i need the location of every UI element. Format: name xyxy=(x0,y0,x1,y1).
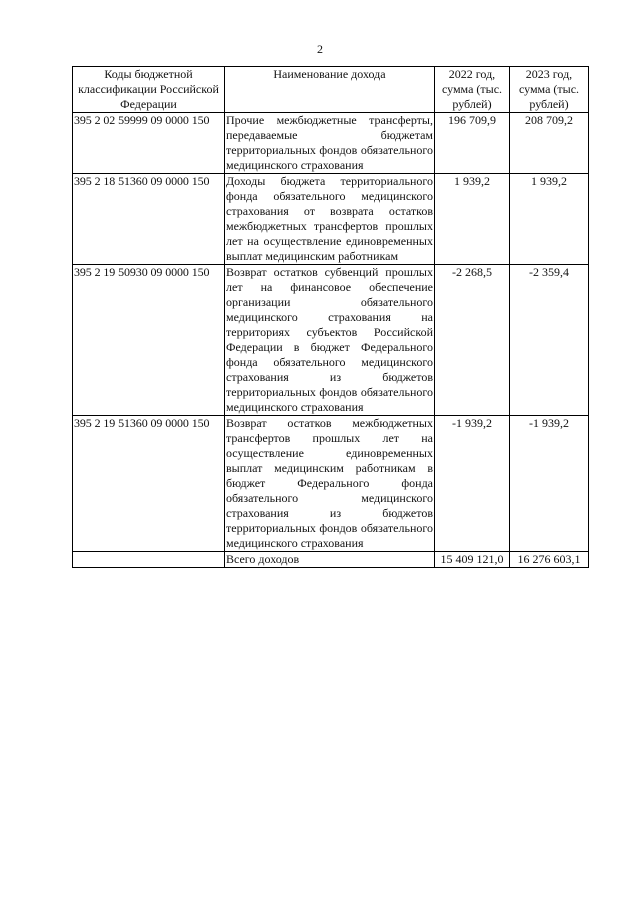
row-value-2022: 196 709,9 xyxy=(435,113,510,174)
row-value-2023: -1 939,2 xyxy=(510,416,589,552)
page-number: 2 xyxy=(317,42,323,56)
table-header-row xyxy=(73,67,589,113)
total-row xyxy=(73,552,589,568)
total-label: Всего доходов xyxy=(225,552,435,568)
row-value-2022: -2 268,5 xyxy=(435,265,510,416)
table-row xyxy=(73,174,589,265)
header-revenue-name: Наименование дохода xyxy=(225,67,435,113)
row-value-2022: -1 939,2 xyxy=(435,416,510,552)
row-value-2023: -2 359,4 xyxy=(510,265,589,416)
table-row xyxy=(73,113,589,174)
row-name: Прочие межбюджетные трансферты, передаваемые бюджетам территориальных фондов обязательного медицинского страхования xyxy=(226,113,433,172)
header-year-2022: 2022 год, сумма (тыс. рублей) xyxy=(435,67,510,113)
total-value-2023: 16 276 603,1 xyxy=(510,552,589,568)
row-code: 395 2 19 51360 09 0000 150 xyxy=(73,416,225,552)
row-code: 395 2 19 50930 09 0000 150 xyxy=(73,265,225,416)
table-row xyxy=(73,416,589,552)
table-row xyxy=(73,265,589,416)
row-name: Возврат остатков субвенций прошлых лет на финансовое обеспечение организации обязательного медицинского страхования на территориях субъектов Российской Федерации в бюджет Федерального фонда обязательного медицинского страхования из бюджетов территориальных фондов обязательного медицинского страхования xyxy=(226,265,433,414)
row-code: 395 2 02 59999 09 0000 150 xyxy=(73,113,225,174)
row-code: 395 2 18 51360 09 0000 150 xyxy=(73,174,225,265)
header-budget-code: Коды бюджетной классификации Российской Федерации xyxy=(73,67,225,113)
header-year-2023: 2023 год, сумма (тыс. рублей) xyxy=(510,67,589,113)
row-value-2022: 1 939,2 xyxy=(435,174,510,265)
row-name: Возврат остатков межбюджетных трансфертов прошлых лет на осуществление единовременных выплат медицинским работникам в бюджет Федерального фонда обязательного медицинского страхования из бюджетов территориальных фондов обязательного медицинского страхования xyxy=(226,416,433,550)
row-value-2023: 1 939,2 xyxy=(510,174,589,265)
revenue-table xyxy=(72,66,589,568)
row-value-2023: 208 709,2 xyxy=(510,113,589,174)
total-code xyxy=(73,552,225,568)
total-value-2022: 15 409 121,0 xyxy=(435,552,510,568)
row-name: Доходы бюджета территориального фонда обязательного медицинского страхования от возврата остатков межбюджетных трансфертов прошлых лет на осуществление единовременных выплат медицинским работникам xyxy=(226,174,433,263)
